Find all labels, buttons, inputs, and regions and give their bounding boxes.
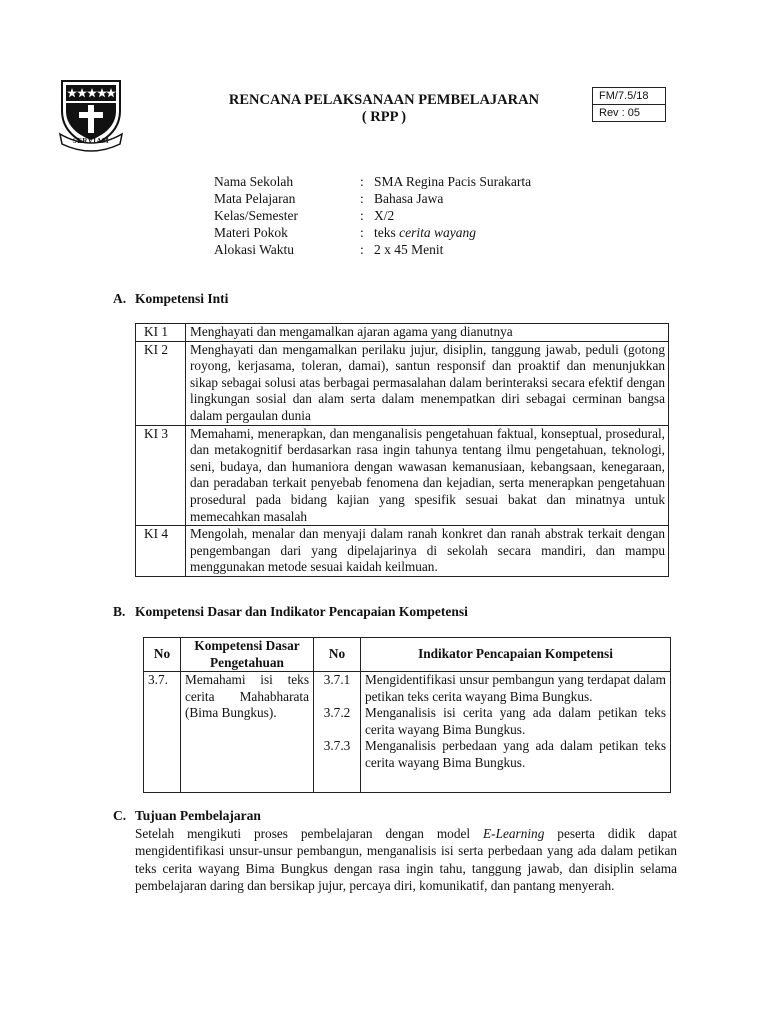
info-value: 2 x 45 Menit [374, 242, 444, 257]
kd-text: Memahami isi teks cerita Mahabharata (Bima Bungkus). [181, 672, 314, 793]
kompetensi-inti-table [135, 323, 669, 577]
section-a-heading [113, 291, 228, 307]
info-key: Alokasi Waktu [214, 242, 295, 257]
column-header: No [144, 638, 181, 672]
section-title: Tujuan Pembelajaran [135, 808, 261, 823]
info-colon: : [360, 225, 364, 240]
ki-label: KI 4 [136, 526, 186, 577]
indicator-numbers [314, 672, 361, 793]
table-row [136, 341, 669, 425]
title-line-1: RENCANA PELAKSANAAN PEMBELAJARAN [228, 92, 540, 108]
section-title: Kompetensi Inti [135, 291, 229, 306]
table-header-row [144, 638, 671, 672]
paragraph-text: Setelah mengikuti proses pembelajaran dengan model [135, 826, 484, 841]
table-row [136, 526, 669, 577]
kd-number: 3.7. [144, 672, 181, 793]
ki-text: Memahami, menerapkan, dan menganalisis pengetahuan faktual, konseptual, prosedural, dan metakognitif berdasarkan rasa ingin tahunya tentang ilmu pengetahuan, teknologi, seni, budaya, dan humaniora dengan wawasan kemanusiaan, kebangsaan, kenegaraan, dan peradaban terkait penyebab fenomena dan kejadian, serta menerapkan pengetahuan prosedural pada bidang kajian yang spesifik sesuai bakat dan minatnya untuk memecahkan masalah [186, 425, 669, 526]
info-value: teks cerita wayang [374, 225, 476, 240]
info-colon: : [360, 174, 364, 189]
title-line-2: ( RPP ) [361, 109, 407, 125]
identity-table [214, 174, 531, 259]
tujuan-paragraph [135, 825, 677, 894]
column-header: Kompetensi Dasar Pengetahuan [181, 638, 314, 672]
table-row [136, 324, 669, 342]
info-colon: : [360, 208, 364, 223]
column-header: No [314, 638, 361, 672]
table-row [144, 672, 671, 793]
ki-text: Menghayati dan mengamalkan perilaku jujur, disiplin, tanggung jawab, peduli (gotong royong, kerjasama, toleran, damai), santun responsif dan proaktif dan menunjukkan sikap sebagai solusi atas berbagai permasalahan dalam berinteraksi secara efektif dengan lingkungan sosial dan alam serta dalam menempatkan diri sebagai cerminan bangsa dalam pergaulan dunia [186, 341, 669, 425]
info-row [214, 174, 531, 191]
indicator-number: 3.7.2 [323, 705, 351, 721]
revision-code: Rev : 05 [593, 105, 666, 122]
section-b-heading [113, 604, 468, 620]
column-header: Indikator Pencapaian Kompetensi [361, 638, 671, 672]
section-c-heading [113, 808, 261, 824]
section-title: Kompetensi Dasar dan Indikator Pencapaian Kompetensi [135, 604, 468, 619]
info-value: X/2 [374, 208, 395, 223]
section-letter: C. [113, 808, 127, 823]
info-row [214, 242, 531, 259]
indicator-number: 3.7.1 [323, 672, 351, 688]
paragraph-text: peserta didik dapat mengidentifikasi unsur-unsur pembangun, menganalisis isi serta perbedaan yang ada dalam petikan teks cerita wayang Bima Bungkus dengan rasa ingin tahu, tanggung jawab, dan disiplin selama pembelajaran daring dan bersikap jujur, percaya diri, komunikatif, dan pantang menyerah. [135, 826, 677, 893]
table-row [136, 425, 669, 526]
indicator-number: 3.7.3 [323, 738, 351, 754]
info-colon: : [360, 191, 364, 206]
info-key: Mata Pelajaran [214, 191, 296, 206]
info-row [214, 208, 531, 225]
ki-label: KI 2 [136, 341, 186, 425]
logo-motto: SERVIAM [72, 137, 110, 145]
ki-text: Mengolah, menalar dan menyaji dalam ranah konkret dan ranah abstrak terkait dengan pengembangan dari yang dipelajarinya di sekolah secara mandiri, dan mampu menggunakan metode sesuai kaidah keilmuan. [186, 526, 669, 577]
info-value-italic: cerita wayang [399, 225, 476, 240]
info-value: SMA Regina Pacis Surakarta [374, 174, 532, 189]
indicator-text: Menganalisis isi cerita yang ada dalam petikan teks cerita wayang Bima Bungkus. [365, 705, 666, 737]
info-key: Materi Pokok [214, 225, 288, 240]
ki-label: KI 1 [136, 324, 186, 342]
ki-text: Menghayati dan mengamalkan ajaran agama yang dianutnya [186, 324, 669, 342]
form-code: FM/7.5/18 [593, 88, 666, 105]
indicator-text: Menganalisis perbedaan yang ada dalam petikan teks cerita wayang Bima Bungkus. [365, 738, 666, 770]
indicator-texts [361, 672, 671, 793]
section-letter: A. [113, 291, 127, 306]
document-title [200, 92, 568, 126]
section-letter: B. [113, 604, 126, 619]
info-key: Nama Sekolah [214, 174, 294, 189]
info-row [214, 191, 531, 208]
info-value: Bahasa Jawa [374, 191, 444, 206]
info-colon: : [360, 242, 364, 257]
kompetensi-dasar-table [143, 637, 671, 793]
indicator-text: Mengidentifikasi unsur pembangun yang terdapat dalam petikan teks cerita wayang Bima Bungkus. [365, 672, 666, 704]
info-key: Kelas/Semester [214, 208, 298, 223]
paragraph-italic-text: E-Learning [483, 826, 545, 841]
ki-label: KI 3 [136, 425, 186, 526]
info-row [214, 225, 531, 242]
form-code-box [592, 87, 666, 122]
